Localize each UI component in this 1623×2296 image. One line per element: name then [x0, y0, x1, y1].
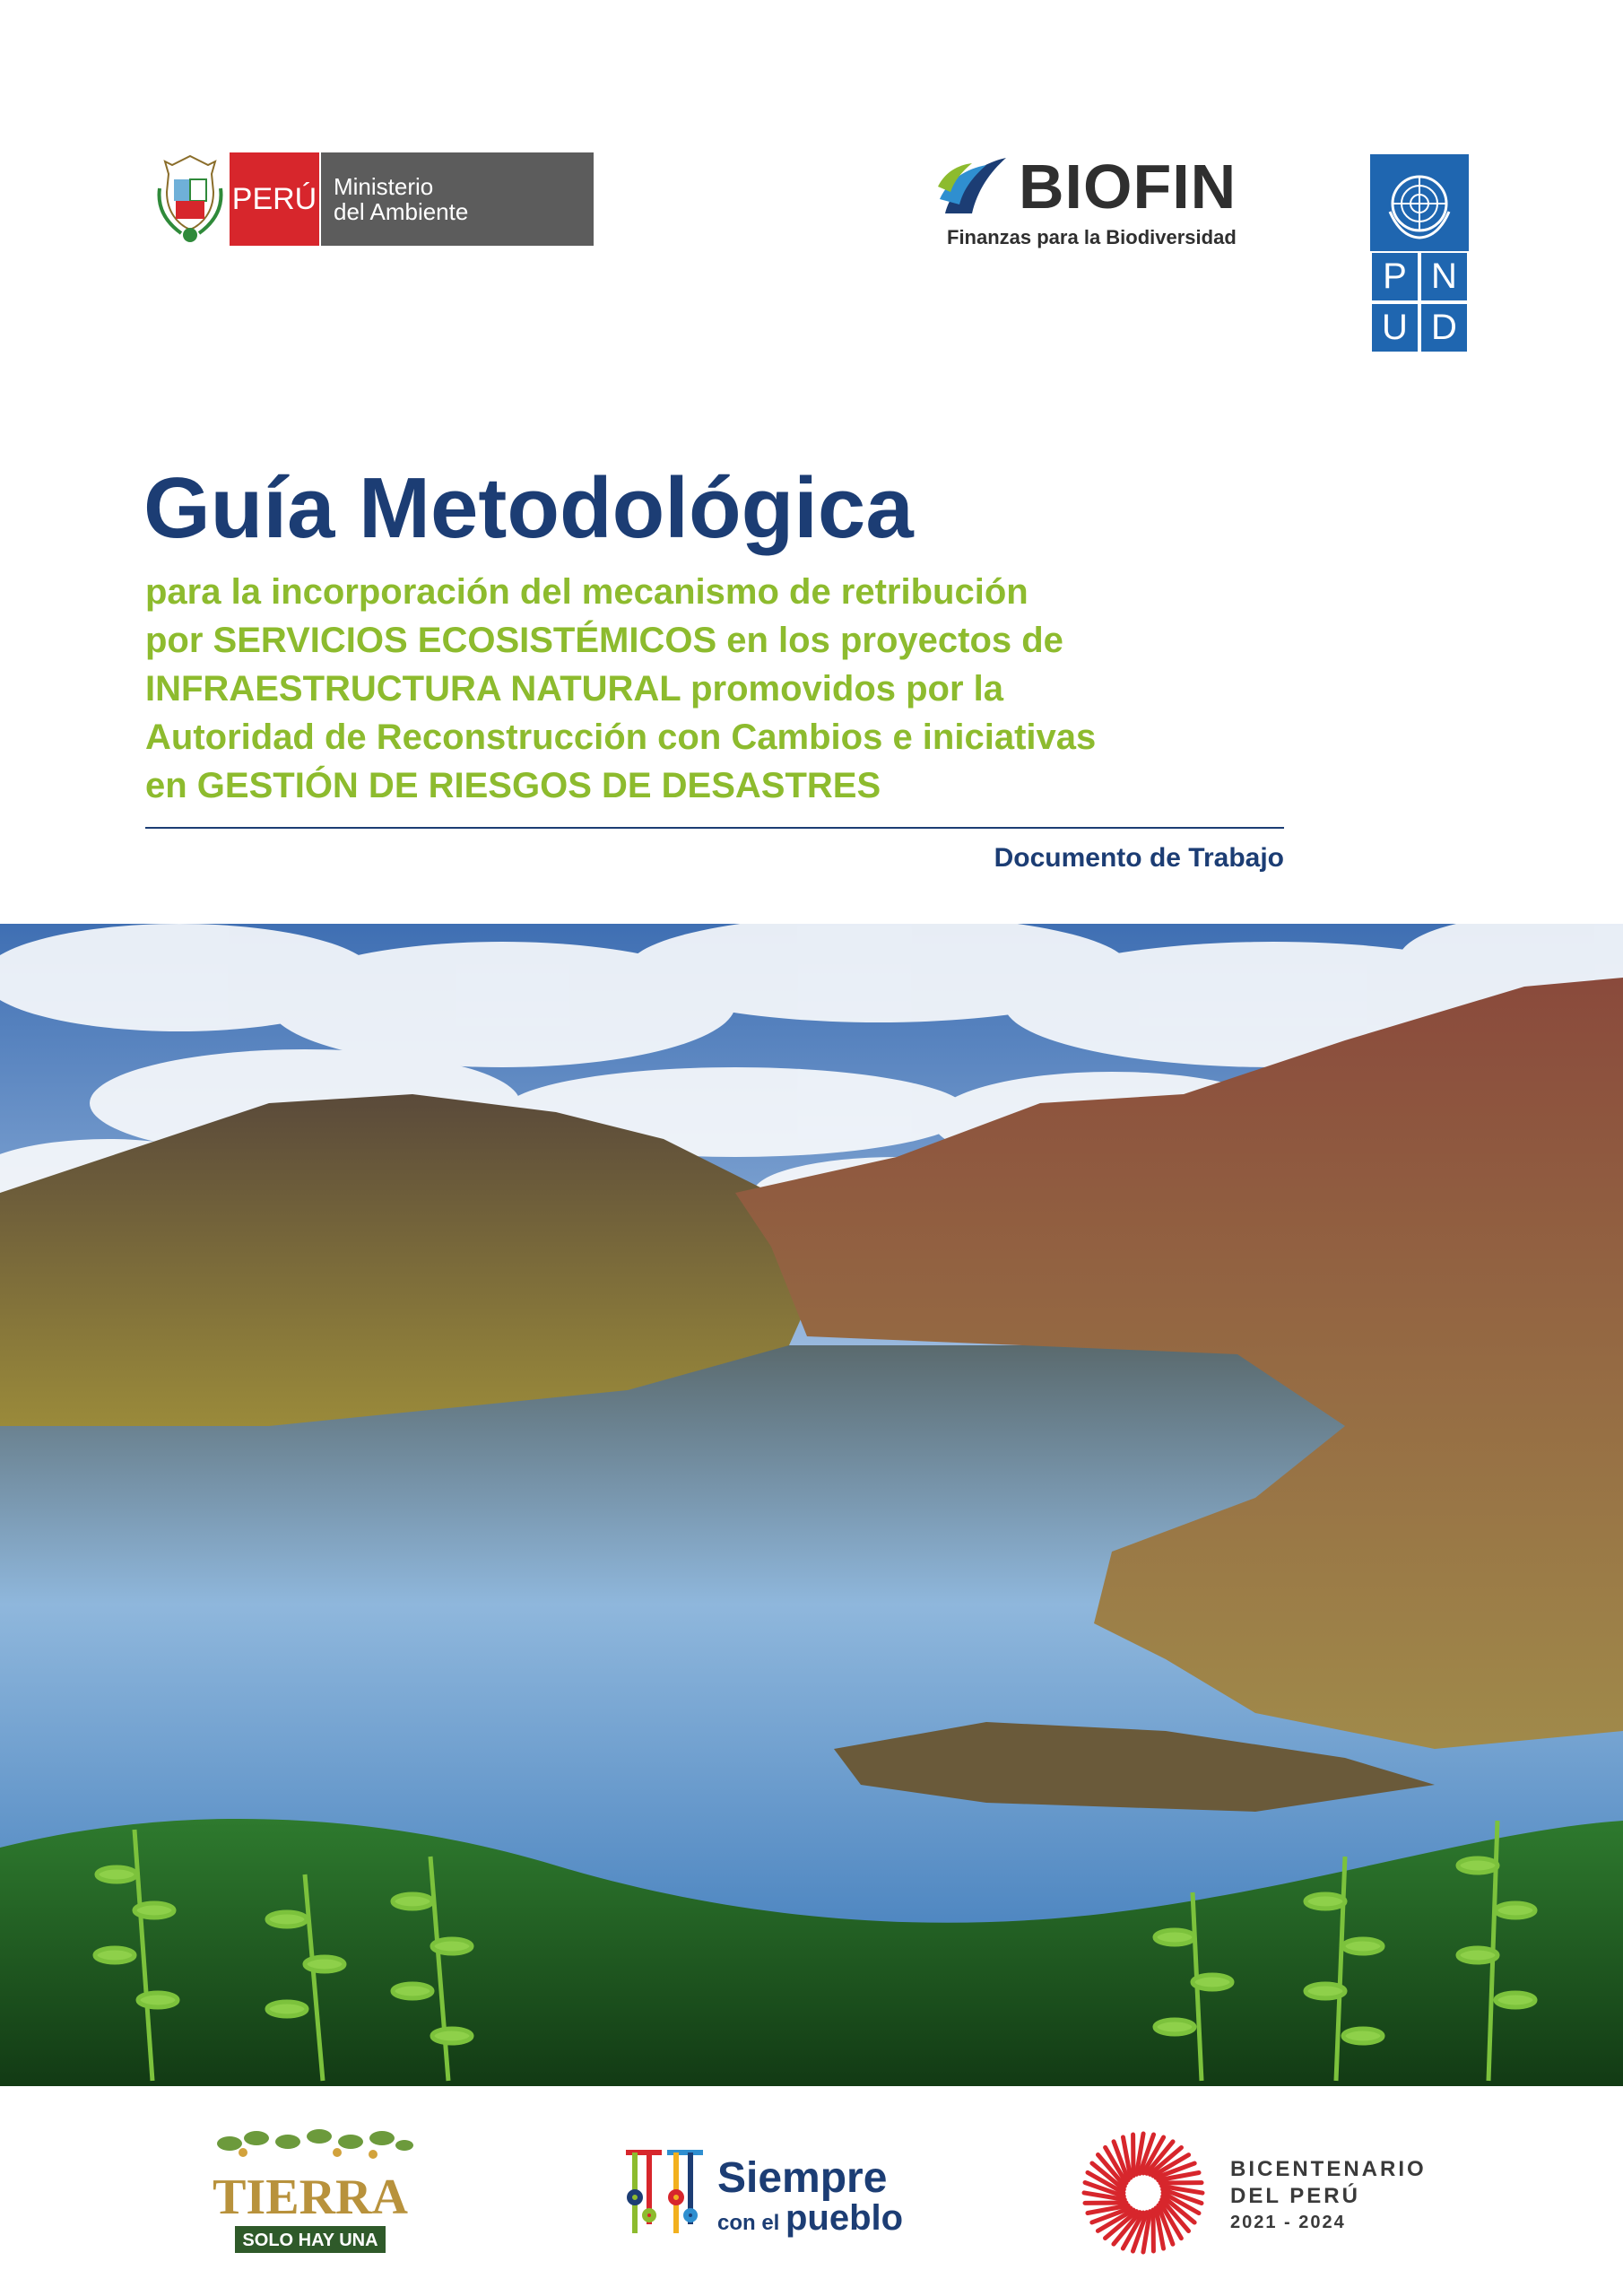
subtitle-line-3: INFRAESTRUCTURA NATURAL promovidos por la	[145, 669, 1004, 709]
ministry-line-1: Ministerio	[334, 173, 434, 200]
tierra-logo	[203, 2126, 418, 2260]
bicentenario-sunburst-icon	[1084, 2134, 1202, 2252]
pnud-letter-p: P	[1370, 251, 1419, 302]
siempre-emblem	[617, 2144, 913, 2242]
document-type: Documento de Trabajo	[994, 843, 1284, 873]
lake-landscape-photo	[0, 924, 1623, 2086]
peru-label: PERÚ	[230, 152, 319, 246]
peru-coat-of-arms-icon	[154, 152, 226, 246]
subtitle-line-1: para la incorporación del mecanismo de retribución	[145, 572, 1028, 612]
bicentenario-logo	[1076, 2126, 1453, 2260]
ministry-name	[321, 152, 594, 246]
pnud-letter-u: U	[1370, 302, 1419, 353]
tierra-emblem	[203, 2126, 418, 2260]
pnud-logo	[1370, 154, 1469, 353]
bicentenario-emblem	[1076, 2126, 1453, 2260]
tierra-subtitle: SOLO HAY UNA	[242, 2231, 378, 2250]
subtitle-line-5: en GESTIÓN DE RIESGOS DE DESASTRES	[145, 766, 881, 805]
biofin-mark-icon	[936, 154, 1008, 217]
biofin-logo	[936, 151, 1277, 258]
biofin-tagline: Finanzas para la Biodiversidad	[947, 226, 1237, 248]
minam-logo	[154, 152, 603, 246]
siempre-logo	[617, 2144, 913, 2242]
title-divider	[145, 827, 1284, 829]
bicentenario-line-1: BICENTENARIO	[1230, 2157, 1427, 2181]
siempre-figures-icon	[626, 2152, 703, 2233]
pnud-letter-d: D	[1419, 302, 1469, 353]
pnud-letters	[1370, 251, 1469, 353]
tierra-title: TIERRA	[213, 2170, 408, 2225]
tierra-foliage-icon	[217, 2129, 413, 2151]
subtitle-line-4: Autoridad de Reconstrucción con Cambios e iniciativas	[145, 718, 1097, 757]
document-title: Guía Metodológica	[143, 460, 914, 556]
biofin-name: BIOFIN	[1019, 152, 1237, 222]
siempre-title: Siempre	[717, 2154, 888, 2202]
bicentenario-line-3: 2021 - 2024	[1230, 2213, 1346, 2232]
siempre-pueblo: pueblo	[785, 2198, 904, 2238]
ministry-line-2: del Ambiente	[334, 198, 469, 225]
un-emblem-icon	[1383, 167, 1456, 240]
bicentenario-line-2: DEL PERÚ	[1230, 2184, 1360, 2208]
subtitle-line-2: por SERVICIOS ECOSISTÉMICOS en los proyectos de	[145, 621, 1063, 660]
pnud-letter-n: N	[1419, 251, 1469, 302]
siempre-con-el: con el	[717, 2211, 780, 2235]
